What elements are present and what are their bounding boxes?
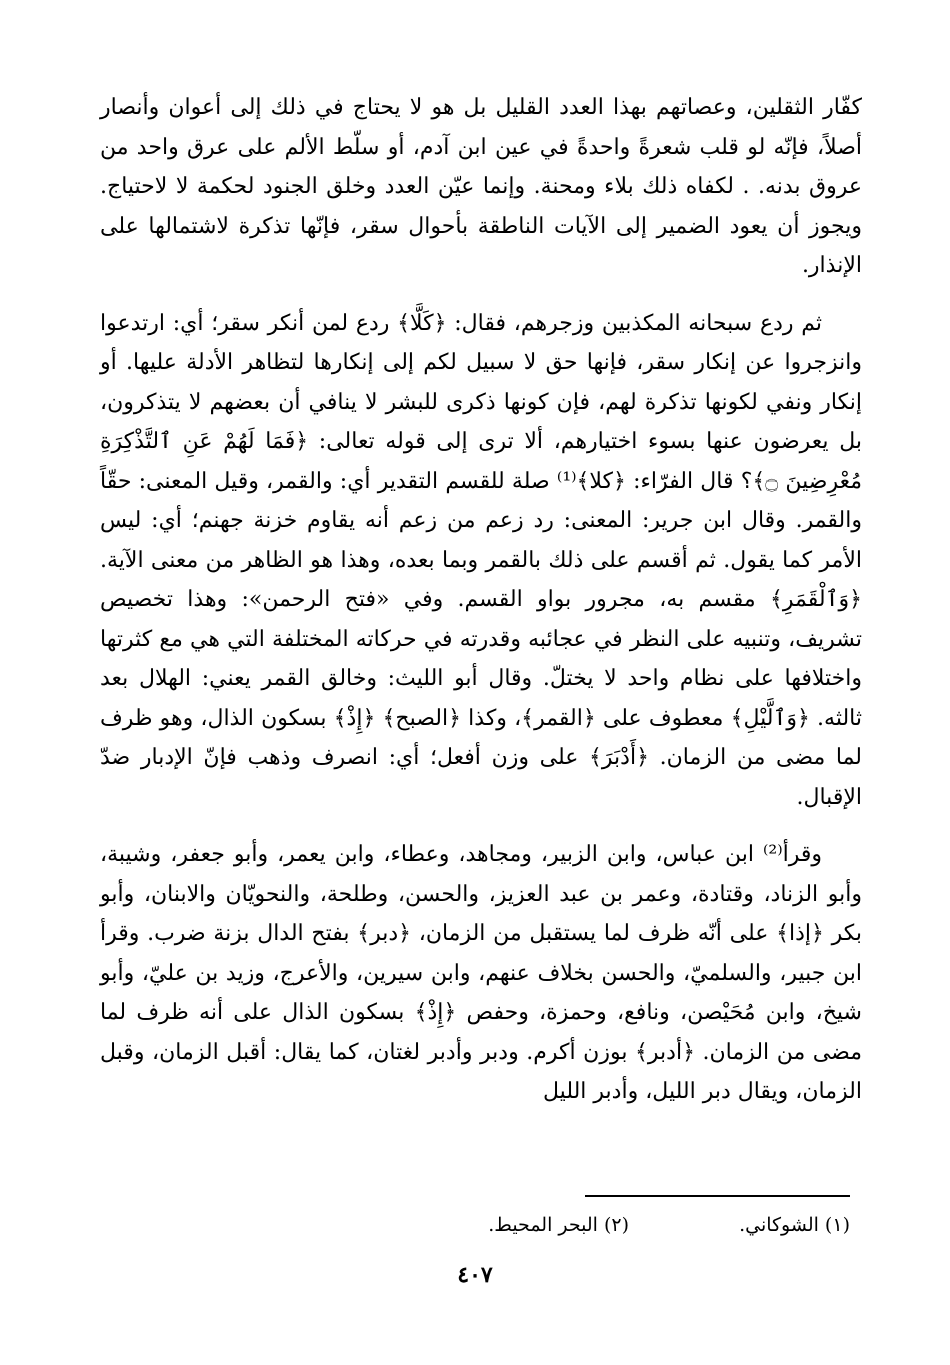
page-number: ٤٠٧ bbox=[457, 1262, 493, 1288]
page-body bbox=[100, 88, 862, 1308]
footnote-divider bbox=[585, 1195, 850, 1197]
footnote-1: (١) الشوكاني. bbox=[739, 1214, 850, 1236]
footnote-2: (٢) البحر المحيط. bbox=[488, 1214, 630, 1236]
paragraph-3: وقرأ⁽²⁾ ابن عباس، وابن الزبير، ومجاهد، وعطاء، وابن يعمر، وأبو جعفر، وشيبة، وأبو الزناد، وقتادة، وعمر بن عبد العزيز، والحسن، وطلحة، والنحويّان والابنان، وأبو بكر ﴿إذا﴾ على أنّه ظرف لما يستقبل من الزمان، ﴿دبر﴾ بفتح الدال بزنة ضرب. وقرأ ابن جبير، والسلميّ، والحسن بخلاف عنهم، وابن سيرين، والأعرج، وزيد بن عليّ، وأبو شيخ، وابن مُحَيْصن، ونافع، وحمزة، وحفص ﴿إِذْ﴾ بسكون الذال على أنه ظرف لما مضى من الزمان. ﴿أدبر﴾ بوزن أكرم. ودبر وأدبر لغتان، كما يقال: أقبل الزمان، وقبل الزمان، ويقال دبر الليل، وأدبر الليل bbox=[100, 842, 862, 1104]
paragraph-1: كفّار الثقلين، وعصاتهم بهذا العدد القليل بل هو لا يحتاج في ذلك إلى أعوان وأنصار أصلاً، فإنّه لو قلب شعرةً واحدةً في عين ابن آدم، أو سلّط الألم على عرق واحد من عروق بدنه. . لكفاه ذلك بلاء ومحنة. وإنما عيّن العدد وخلق الجنود لحكمة لا لاحتياج. ويجوز أن يعود الضمير إلى الآيات الناطقة بأحوال سقر، فإنّها تذكرة لاشتمالها على الإنذار. bbox=[100, 95, 862, 278]
footnotes bbox=[88, 1210, 850, 1240]
paragraph-2: ثم ردع سبحانه المكذبين وزجرهم، فقال: ﴿كَلَّا﴾ ردع لمن أنكر سقر؛ أي: ارتدعوا وانزجروا عن إنكار سقر، فإنها حق لا سبيل لكم إلى إنكارها لتظاهر الأدلة عليها. أو إنكار ونفي لكونها تذكرة لهم، فإن كونها ذكرى للبشر لا ينافي أن بعضهم لا يتذكرون، بل يعرضون عنها بسوء اختيارهم، ألا ترى إلى قوله تعالى: ﴿فَمَا لَهُمْ عَنِ ٱلتَّذْكِرَةِ مُعْرِضِينَ ۝﴾؟ قال الفرّاء: ﴿كلا﴾⁽¹⁾ صلة للقسم التقدير أي: والقمر، وقيل المعنى: حقّاً والقمر. وقال ابن جرير: المعنى: رد زعم من زعم أنه يقاوم خزنة جهنم؛ أي: ليس الأمر كما يقول. ثم أقسم على ذلك بالقمر وبما بعده، وهذا هو الظاهر من معنى الآية. ﴿وَٱلْقَمَرِ﴾ مقسم به، مجرور بواو القسم. وفي «فتح الرحمن»: وهذا تخصيص تشريف، وتنبيه على النظر في عجائبه وقدرته في حركاته المختلفة التي هي مع كثرتها واختلافها على نظام واحد لا يختلّ. وقال أبو الليث: وخالق القمر يعني: الهلال بعد ثالثه. ﴿وَٱلَّيْلِ﴾ معطوف على ﴿القمر﴾، وكذا ﴿الصبح﴾ ﴿إِذْ﴾ بسكون الذال، وهو ظرف لما مضى من الزمان. ﴿أَدْبَرَ﴾ على وزن أفعل؛ أي: انصرف وذهب فإنّ الإدبار ضدّ الإقبال. bbox=[100, 310, 862, 810]
